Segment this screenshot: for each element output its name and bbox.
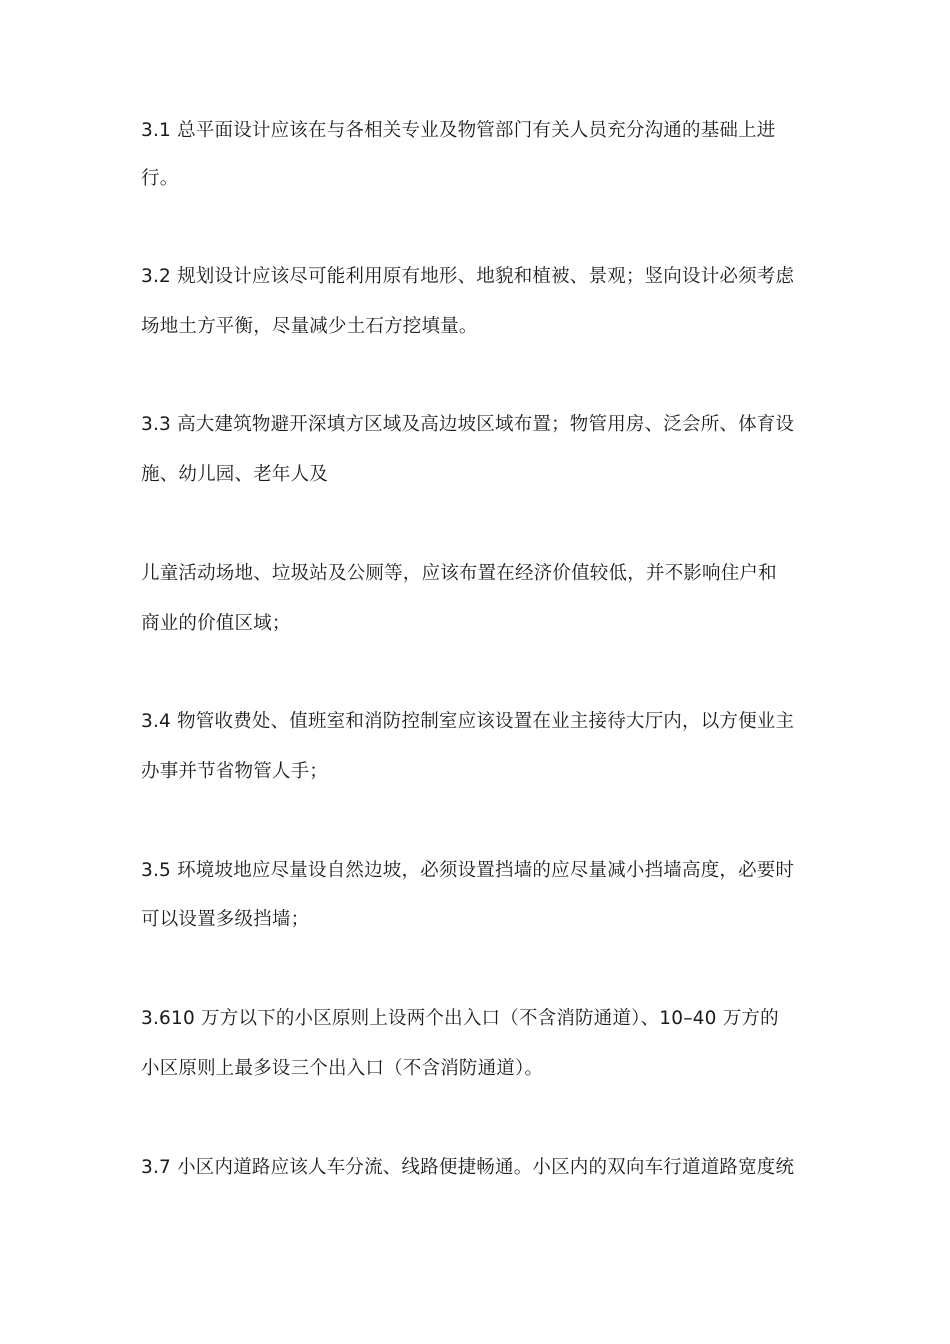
para-3-1-line-2: 行。	[141, 168, 179, 189]
para-3-3-line-2: 施、幼儿园、老年人及	[141, 464, 329, 485]
para-3-6-line-1: 3.610 万方以下的小区原则上设两个出入口（不含消防通道）、10–40 万方的	[141, 1008, 779, 1029]
para-3-6-line-2: 小区原则上最多设三个出入口（不含消防通道）。	[141, 1058, 544, 1079]
para-3-3-line-4: 商业的价值区域；	[141, 613, 291, 634]
para-3-3-line-3: 儿童活动场地、垃圾站及公厕等，应该布置在经济价值较低，并不影响住户和	[141, 563, 777, 584]
para-3-1-line-1: 3.1 总平面设计应该在与各相关专业及物管部门有关人员充分沟通的基础上进	[141, 120, 776, 141]
para-3-4-line-2: 办事并节省物管人手；	[141, 761, 329, 782]
para-3-5-line-1: 3.5 环境坡地应尽量设自然边坡，必须设置挡墙的应尽量减小挡墙高度，必要时	[141, 860, 795, 881]
para-3-2-line-1: 3.2 规划设计应该尽可能利用原有地形、地貌和植被、景观；竖向设计必须考虑	[141, 266, 795, 287]
para-3-5-line-2: 可以设置多级挡墙；	[141, 909, 310, 930]
para-3-3-line-1: 3.3 高大建筑物避开深填方区域及高边坡区域布置；物管用房、泛会所、体育设	[141, 414, 795, 435]
para-3-7-line-1: 3.7 小区内道路应该人车分流、线路便捷畅通。小区内的双向车行道道路宽度统	[141, 1157, 795, 1178]
para-3-2-line-2: 场地土方平衡，尽量减少土石方挖填量。	[141, 316, 478, 337]
para-3-4-line-1: 3.4 物管收费处、值班室和消防控制室应该设置在业主接待大厅内，以方便业主	[141, 711, 795, 732]
